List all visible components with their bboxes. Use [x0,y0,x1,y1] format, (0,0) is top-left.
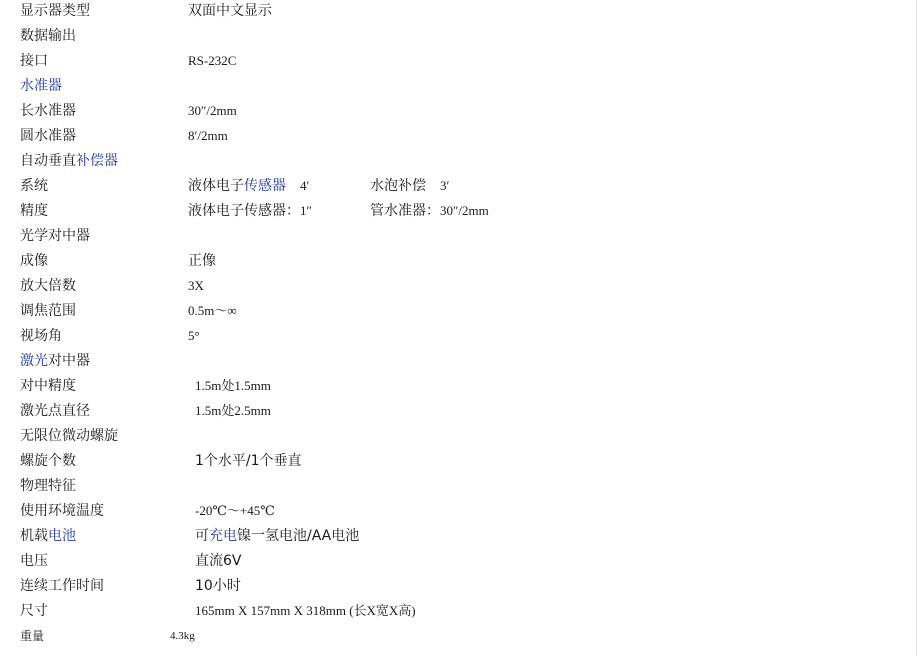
spec-row-data-output [0,25,900,50]
spec-row-focus-range [0,300,900,325]
compensator-link[interactable]: 补偿器 [76,153,118,169]
section-heading [20,350,90,372]
charging-link[interactable]: 充电 [209,528,237,544]
section-heading: 光学对中器 [20,228,90,244]
value-text: 可 [195,528,209,544]
spec-label-text: 机载 [20,528,48,544]
spec-row-long-level [0,100,900,125]
spec-value: 5° [188,328,200,343]
spec-row-laser-spot [0,400,900,425]
spec-row-interface [0,50,900,75]
spec-label: 螺旋个数 [20,453,76,469]
level-vial-link[interactable]: 水准器 [20,78,62,94]
section-heading [20,150,118,172]
spec-value: -20℃～+45℃ [195,503,275,518]
spec-label: 放大倍数 [20,278,76,294]
spec-row-system [0,175,900,200]
spec-row-temperature [0,500,900,525]
value-text: 液体电子 [188,178,244,194]
spec-label: 显示器类型 [20,3,90,19]
spec-row-field-of-view [0,325,900,350]
spec-value: 双面中文显示 [188,3,272,19]
value-text: 镍一氢电池/AA电池 [237,528,360,544]
value-number: 30″/2mm [440,203,489,218]
spec-row-compensator [0,150,900,175]
spec-label: 精度 [20,203,48,219]
spec-row-centering-accuracy [0,375,900,400]
spec-row-accuracy [0,200,900,225]
spec-value: 8′/2mm [188,128,228,143]
sensor-link[interactable]: 传感器 [244,178,286,194]
spec-label: 连续工作时间 [20,578,104,594]
spec-value: RS-232C [188,53,237,68]
section-heading: 物理特征 [20,478,76,494]
spec-value: 正像 [188,253,216,269]
spec-label: 接口 [20,53,48,69]
spec-row-level-vials [0,75,900,100]
spec-row-circular-level [0,125,900,150]
spec-row-image [0,250,900,275]
spec-label: 圆水准器 [20,128,76,144]
spec-label: 电压 [20,553,48,569]
spec-row-dimensions [0,600,900,625]
spec-value: 30″/2mm [188,103,237,118]
spec-value: 1.5m处2.5mm [195,403,271,418]
spec-label: 重量 [20,629,45,643]
value-text: 水泡补偿 [370,178,426,194]
spec-row-battery [0,525,900,550]
spec-value: 165mm X 157mm X 318mm (长X宽X高) [195,603,416,618]
spec-label: 长水准器 [20,103,76,119]
spec-row-screw-count [0,450,900,475]
battery-link[interactable]: 电池 [48,528,76,544]
spec-label: 调焦范围 [20,303,76,319]
spec-value: 1.5m处1.5mm [195,378,271,393]
spec-value: 3X [188,278,204,293]
spec-value: 0.5m～∞ [188,303,237,318]
value-number: 4′ [300,178,310,193]
spec-row-working-time [0,575,900,600]
spec-value [188,175,309,197]
section-heading-text: 自动垂直 [20,153,76,169]
spec-label: 视场角 [20,328,62,344]
value-text: 管水准器： [370,203,440,219]
spec-label: 成像 [20,253,48,269]
spec-value: 4.3kg [170,630,195,642]
spec-label: 尺寸 [20,603,48,619]
right-border [916,0,917,656]
spec-value: 1个水平/1个垂直 [195,453,302,469]
spec-value: 直流6V [195,553,242,569]
value-text: 液体电子传感器： [188,203,300,219]
spec-row-voltage [0,550,900,575]
spec-value [195,525,359,547]
section-heading: 无限位微动螺旋 [20,428,118,444]
value-number: 1″ [300,203,312,218]
spec-label: 激光点直径 [20,403,90,419]
spec-row-tangent-screw [0,425,900,450]
spec-label: 使用环境温度 [20,503,104,519]
spec-row-weight [0,625,900,650]
spec-value [188,200,312,222]
spec-label [20,525,76,547]
spec-value: 10小时 [195,578,241,594]
spec-value-secondary [370,200,489,222]
spec-row-magnification [0,275,900,300]
spec-label: 对中精度 [20,378,76,394]
section-heading: 数据输出 [20,28,76,44]
spec-label: 系统 [20,178,48,194]
spec-row-optical-plummet [0,225,900,250]
spec-row-display-type [0,0,900,25]
spec-value-secondary [370,175,449,197]
spec-row-laser-plummet [0,350,900,375]
spec-row-physical [0,475,900,500]
laser-link[interactable]: 激光 [20,353,48,369]
value-number: 3′ [440,178,450,193]
section-heading-text: 对中器 [48,353,90,369]
